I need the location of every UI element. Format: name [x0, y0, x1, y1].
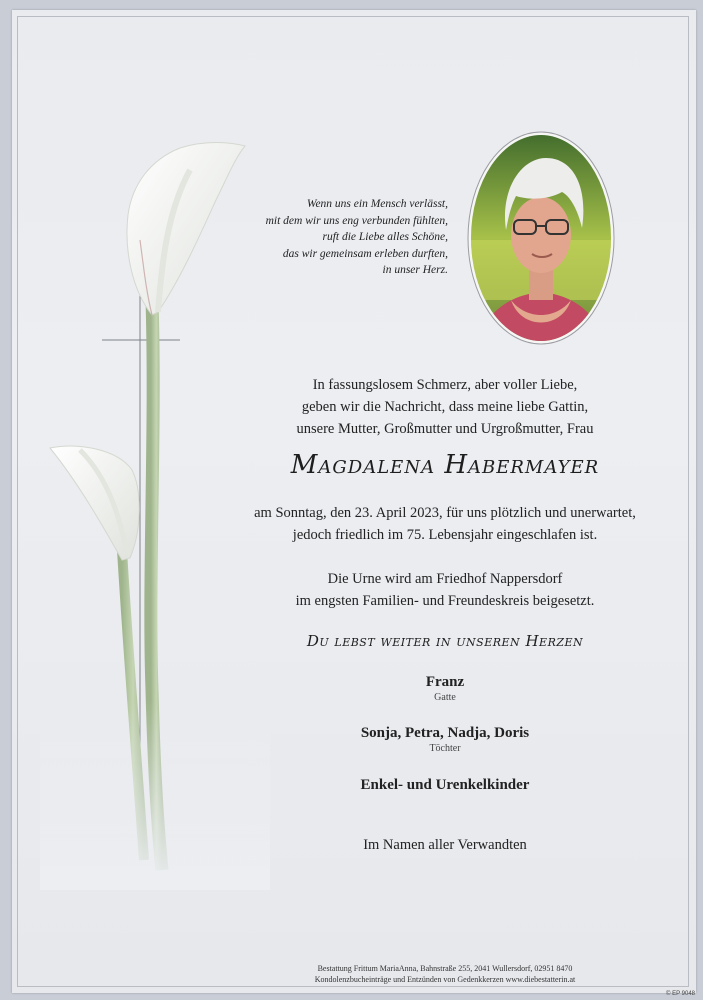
burial-line: im engsten Familien- und Freundeskreis beigesetzt. [295, 593, 595, 609]
quote-line: in unser Herz. [382, 264, 448, 276]
death-notice [215, 502, 675, 546]
death-line: jedoch friedlich im 75. Lebensjahr eingeschlafen ist. [292, 527, 598, 543]
mourner-name: Sonja, Petra, Nadja, Doris [360, 725, 530, 741]
funeral-home-footer [215, 963, 675, 985]
intro-line: unsere Mutter, Großmutter und Urgroßmutter, Frau [296, 421, 594, 437]
memorial-motto: Du lebst weiter in unseren Herzen [306, 632, 584, 650]
mourner-daughters [215, 724, 675, 755]
mourner-name: Franz [425, 674, 465, 690]
burial-notice [215, 568, 675, 612]
intro-line: In fassungslosem Schmerz, aber voller Liebe, [312, 377, 578, 393]
death-line: am Sonntag, den 23. April 2023, für uns plötzlich und unerwartet, [254, 505, 636, 521]
footer-line: Bestattung Frittum MariaAnna, Bahnstraße 255, 2041 Wullersdorf, 02951 8470 [317, 964, 573, 973]
mourner-name: Enkel- und Urenkelkinder [360, 777, 530, 793]
deceased-name: Magdalena Habermayer [290, 450, 600, 480]
mourner-grandchildren [215, 776, 675, 794]
quote-line: das wir gemeinsam erleben durften, [282, 247, 448, 260]
intro-text [215, 374, 675, 440]
mourner-spouse [215, 673, 675, 704]
mourner-role: Gatte [434, 692, 456, 703]
portrait-photo [466, 130, 616, 346]
memorial-quote [230, 196, 448, 279]
quote-line: mit dem wir uns eng verbunden fühlten, [265, 214, 448, 227]
quote-line: ruft die Liebe alles Schöne, [322, 231, 448, 243]
burial-line: Die Urne wird am Friedhof Nappersdorf [327, 571, 563, 587]
intro-line: geben wir die Nachricht, dass meine liebe Gattin, [301, 399, 589, 415]
mourner-role: Töchter [429, 743, 461, 754]
closing-text: Im Namen aller Verwandten [363, 837, 527, 853]
footer-line: Kondolenzbucheinträge und Entzünden von Gedenkkerzen www.diebestatterin.at [314, 975, 576, 984]
quote-line: Wenn uns ein Mensch verlässt, [306, 198, 448, 210]
template-code: © EP 9048 [666, 991, 695, 997]
